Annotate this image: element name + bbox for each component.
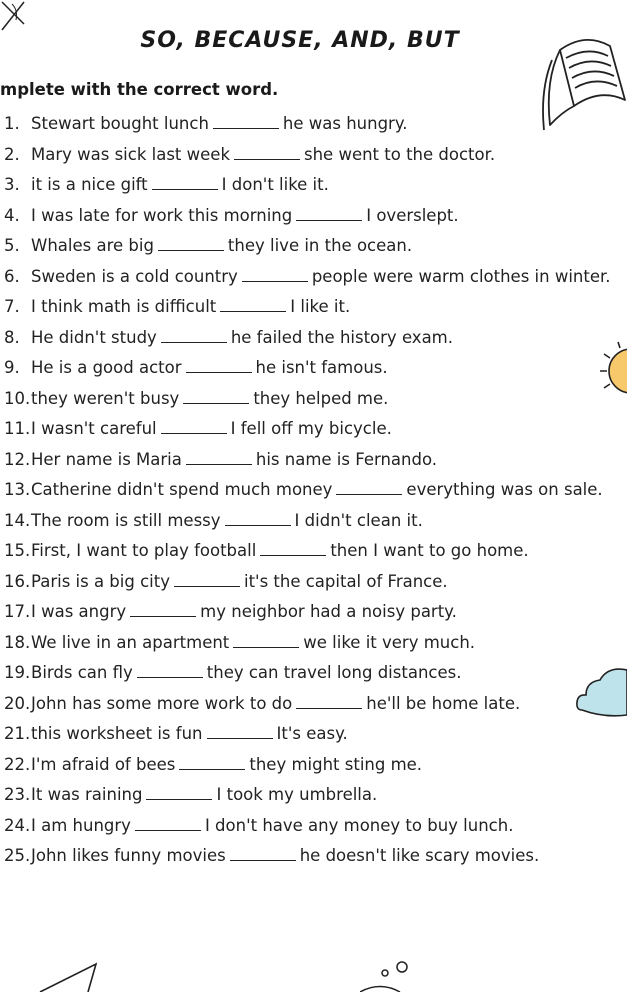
item-sentence [31, 445, 437, 476]
item-sentence [31, 811, 513, 842]
sentence-after: he failed the history exam. [230, 327, 453, 347]
sentence-after: I don't like it. [221, 175, 329, 194]
item-number: 16. [4, 571, 31, 591]
exercise-item [4, 170, 619, 201]
item-number: 17. [4, 602, 31, 621]
item-number: 12. [4, 449, 31, 469]
sentence-before: He didn't study [31, 327, 157, 347]
item-sentence [31, 475, 603, 506]
exercise-item [4, 231, 619, 262]
item-sentence [31, 841, 539, 872]
item-sentence [31, 292, 350, 323]
sentence-before: they weren't busy [31, 388, 180, 408]
sentence-before: I think math is difficult [31, 297, 217, 316]
sentence-after: they helped me. [253, 388, 389, 408]
item-number: 3. [4, 175, 20, 194]
sentence-before: He is a good actor [31, 358, 182, 377]
sentence-after: they can travel long distances. [206, 663, 462, 682]
answer-blank[interactable] [207, 724, 273, 739]
exercise-item [4, 780, 619, 811]
exercise-item [4, 567, 619, 598]
item-sentence [31, 628, 475, 659]
answer-blank[interactable] [161, 419, 227, 434]
sentence-before: I am hungry [31, 815, 131, 835]
sentence-after: he doesn't like scary movies. [299, 846, 540, 865]
exercise-item [4, 292, 619, 323]
instruction-text: mplete with the correct word. [0, 80, 279, 99]
exercise-item [4, 475, 619, 506]
bubbles-icon [360, 955, 420, 992]
answer-blank[interactable] [336, 480, 402, 495]
sentence-after: we like it very much. [303, 632, 476, 652]
answer-blank[interactable] [230, 846, 296, 861]
sentence-after: I didn't clean it. [294, 510, 423, 530]
answer-blank[interactable] [234, 145, 300, 160]
sentence-after: I took my umbrella. [216, 785, 378, 804]
sentence-before: It was raining [31, 785, 143, 804]
sentence-before: John has some more work to do [31, 693, 293, 713]
item-number: 15. [4, 541, 31, 560]
sentence-after: she went to the doctor. [304, 144, 496, 164]
answer-blank[interactable] [130, 602, 196, 617]
answer-blank[interactable] [186, 358, 252, 373]
sentence-before: it is a nice gift [31, 175, 148, 194]
exercise-item [4, 506, 619, 537]
answer-blank[interactable] [296, 206, 362, 221]
item-sentence [31, 201, 459, 232]
exercise-item [4, 628, 619, 659]
answer-blank[interactable] [296, 694, 362, 709]
item-sentence [31, 780, 377, 811]
exercise-item [4, 689, 619, 720]
sentence-before: Mary was sick last week [31, 144, 230, 164]
sentence-after: I like it. [290, 297, 351, 316]
sentence-after: they live in the ocean. [227, 236, 413, 255]
sentence-after: I don't have any money to buy lunch. [204, 815, 514, 835]
answer-blank[interactable] [137, 663, 203, 678]
exercise-item [4, 323, 619, 354]
item-number: 22. [4, 754, 31, 774]
sentence-before: this worksheet is fun [31, 724, 203, 743]
item-number: 18. [4, 632, 31, 652]
sentence-before: We live in an apartment [31, 632, 230, 652]
sentence-before: Birds can fly [31, 663, 133, 682]
sentence-before: Paris is a big city [31, 571, 170, 591]
item-sentence [31, 384, 388, 415]
answer-blank[interactable] [242, 267, 308, 282]
answer-blank[interactable] [213, 114, 279, 129]
sentence-after: then I want to go home. [330, 541, 529, 560]
exercise-item [4, 811, 619, 842]
sentence-after: his name is Fernando. [255, 449, 438, 469]
sentence-before: I wasn't careful [31, 419, 157, 438]
item-number: 21. [4, 724, 31, 743]
sentence-before: Whales are big [31, 236, 154, 255]
exercise-item [4, 445, 619, 476]
answer-blank[interactable] [233, 633, 299, 648]
sentence-after: he was hungry. [282, 114, 408, 133]
sentence-after: I fell off my bicycle. [230, 419, 392, 438]
answer-blank[interactable] [220, 297, 286, 312]
worksheet-title: SO, BECAUSE, AND, BUT [140, 28, 460, 53]
exercise-item [4, 201, 619, 232]
item-number: 4. [4, 205, 20, 225]
sentence-after: everything was on sale. [406, 480, 603, 499]
item-number: 1. [4, 114, 20, 133]
answer-blank[interactable] [174, 572, 240, 587]
answer-blank[interactable] [183, 389, 249, 404]
answer-blank[interactable] [186, 450, 252, 465]
item-number: 25. [4, 846, 31, 865]
exercise-item [4, 262, 619, 293]
exercise-item [4, 719, 619, 750]
item-number: 13. [4, 480, 31, 499]
item-number: 9. [4, 358, 20, 377]
exercise-item [4, 597, 619, 628]
answer-blank[interactable] [146, 785, 212, 800]
paper-plane-icon [36, 958, 106, 992]
sentence-before: Stewart bought lunch [31, 114, 209, 133]
exercise-item [4, 841, 619, 872]
item-number: 6. [4, 266, 20, 286]
item-sentence [31, 323, 453, 354]
sentence-after: it's the capital of France. [243, 571, 448, 591]
item-sentence [31, 414, 392, 445]
item-sentence [31, 658, 461, 689]
exercise-item [4, 384, 619, 415]
item-sentence [31, 109, 408, 140]
sentence-before: I was late for work this morning [31, 205, 293, 225]
sentence-after: people were warm clothes in winter. [311, 266, 611, 286]
item-sentence [31, 597, 457, 628]
item-number: 8. [4, 327, 20, 347]
exercise-item [4, 536, 619, 567]
item-number: 7. [4, 297, 20, 316]
answer-blank[interactable] [260, 541, 326, 556]
item-number: 11. [4, 419, 31, 438]
item-number: 2. [4, 144, 20, 164]
answer-blank[interactable] [158, 236, 224, 251]
answer-blank[interactable] [152, 175, 218, 190]
sentence-after: he'll be home late. [366, 693, 521, 713]
exercise-list [4, 109, 619, 872]
item-number: 24. [4, 815, 31, 835]
item-sentence [31, 719, 348, 750]
item-sentence [31, 567, 448, 598]
sentence-before: Catherine didn't spend much money [31, 480, 333, 499]
item-sentence [31, 353, 388, 384]
item-sentence [31, 750, 422, 781]
item-sentence [31, 506, 423, 537]
exercise-item [4, 750, 619, 781]
exercise-item [4, 109, 619, 140]
exercise-item [4, 140, 619, 171]
answer-blank[interactable] [161, 328, 227, 343]
item-number: 20. [4, 693, 31, 713]
item-number: 23. [4, 785, 31, 804]
item-sentence [31, 262, 611, 293]
item-number: 19. [4, 663, 31, 682]
item-sentence [31, 536, 529, 567]
sentence-before: I was angry [31, 602, 127, 621]
sentence-before: I'm afraid of bees [31, 754, 176, 774]
sentence-after: he isn't famous. [255, 358, 388, 377]
sentence-after: they might sting me. [249, 754, 423, 774]
sentence-before: Sweden is a cold country [31, 266, 238, 286]
item-sentence [31, 689, 520, 720]
item-sentence [31, 170, 329, 201]
answer-blank[interactable] [179, 755, 245, 770]
item-number: 5. [4, 236, 20, 255]
sentence-after: It's easy. [276, 724, 348, 743]
answer-blank[interactable] [135, 816, 201, 831]
sentence-before: Her name is Maria [31, 449, 182, 469]
item-number: 10. [4, 388, 31, 408]
answer-blank[interactable] [225, 511, 291, 526]
sentence-before: First, I want to play football [31, 541, 257, 560]
item-number: 14. [4, 510, 31, 530]
sentence-after: I overslept. [366, 205, 459, 225]
exercise-item [4, 353, 619, 384]
exercise-item [4, 658, 619, 689]
exercise-item [4, 414, 619, 445]
sentence-after: my neighbor had a noisy party. [200, 602, 457, 621]
sentence-before: The room is still messy [31, 510, 221, 530]
item-sentence [31, 231, 412, 262]
item-sentence [31, 140, 495, 171]
sentence-before: John likes funny movies [31, 846, 226, 865]
